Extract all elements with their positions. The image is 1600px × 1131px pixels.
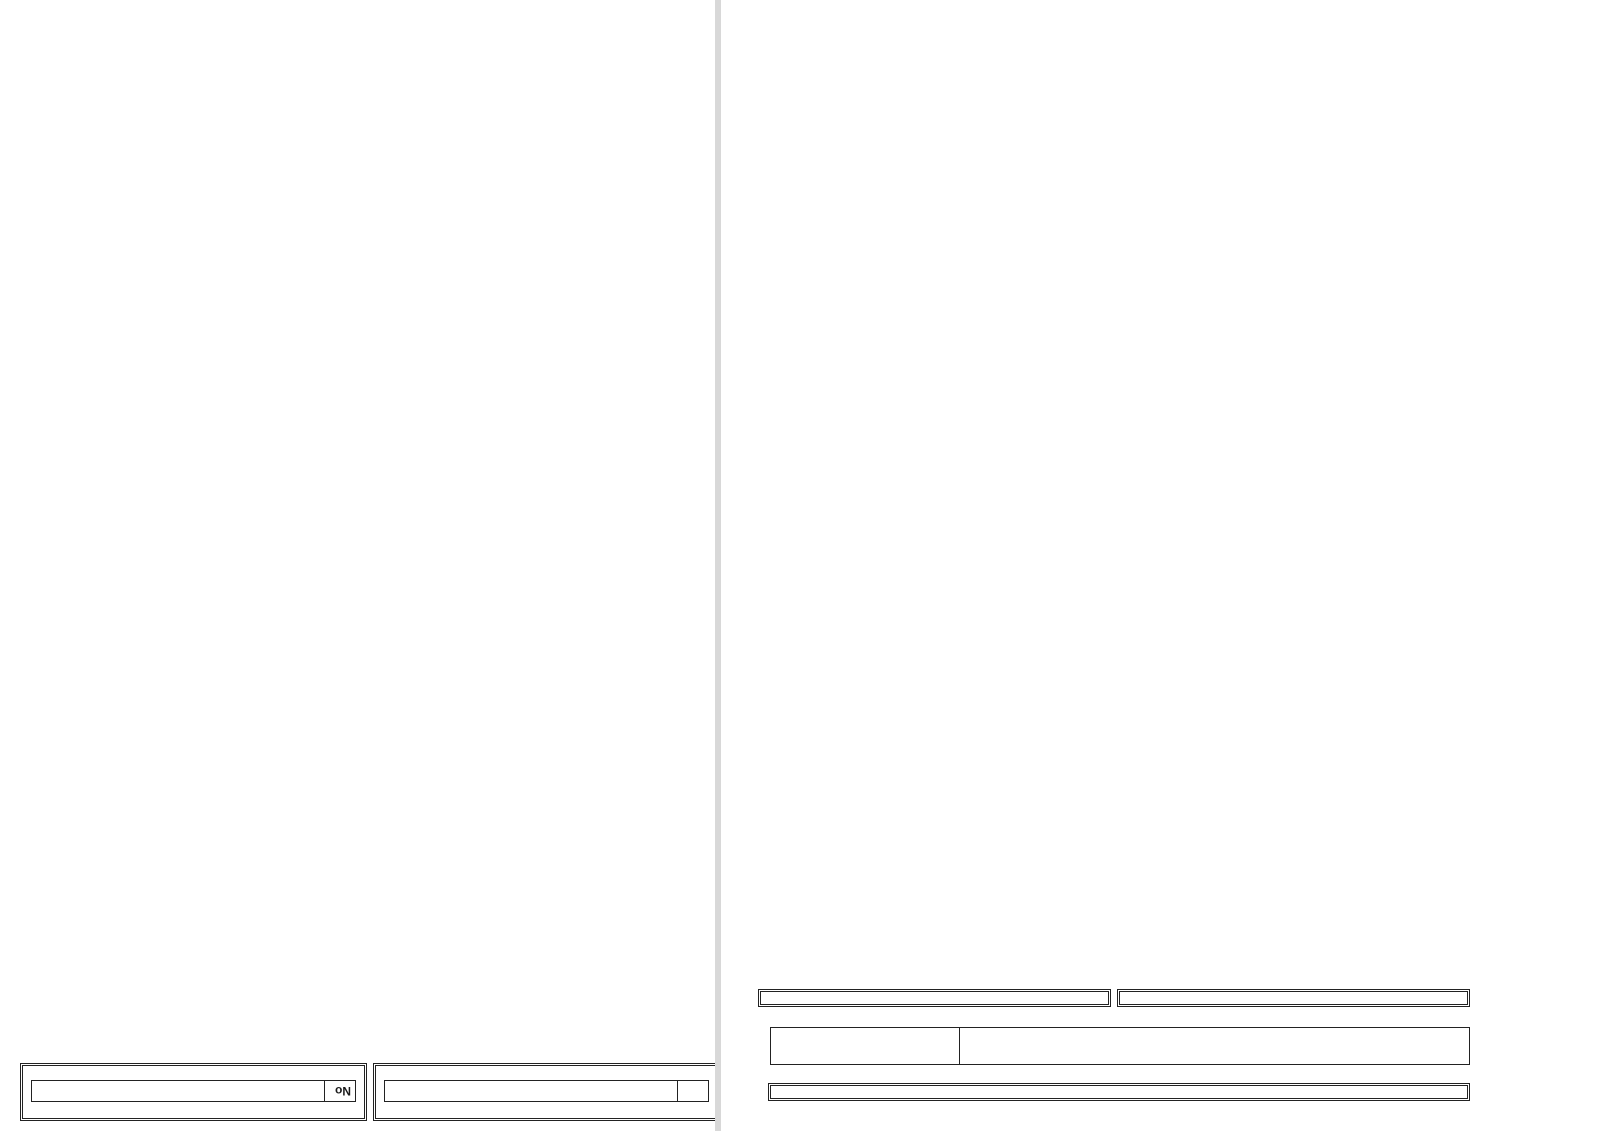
- absence-col-name: [960, 1028, 1470, 1065]
- scrutineers-table-en: No: [31, 1080, 356, 1102]
- page-fold: [715, 0, 721, 1131]
- page-b-fr: [373, 1063, 720, 1121]
- report-page-b: [0, 21, 720, 1121]
- absence-col-rep: [771, 1028, 960, 1065]
- scrutineers-table-fr: [384, 1080, 709, 1102]
- scr-col-name-fr: [385, 1081, 678, 1102]
- absence-table: [770, 1027, 1470, 1065]
- signature-strip: [0, 11, 1600, 61]
- scr-col-name-en: [32, 1081, 325, 1102]
- report-page-a: [740, 21, 1470, 1121]
- section1-fr: [1117, 989, 1470, 1007]
- scr-col-n: [678, 1081, 709, 1102]
- secretary-box: [768, 1083, 1470, 1101]
- page-b-columns: [20, 1063, 720, 1121]
- section1-en: [758, 989, 1111, 1007]
- section1-columns: [758, 989, 1470, 1007]
- page-b-en: [20, 1063, 367, 1121]
- camscanner-watermark: [1520, 30, 1580, 330]
